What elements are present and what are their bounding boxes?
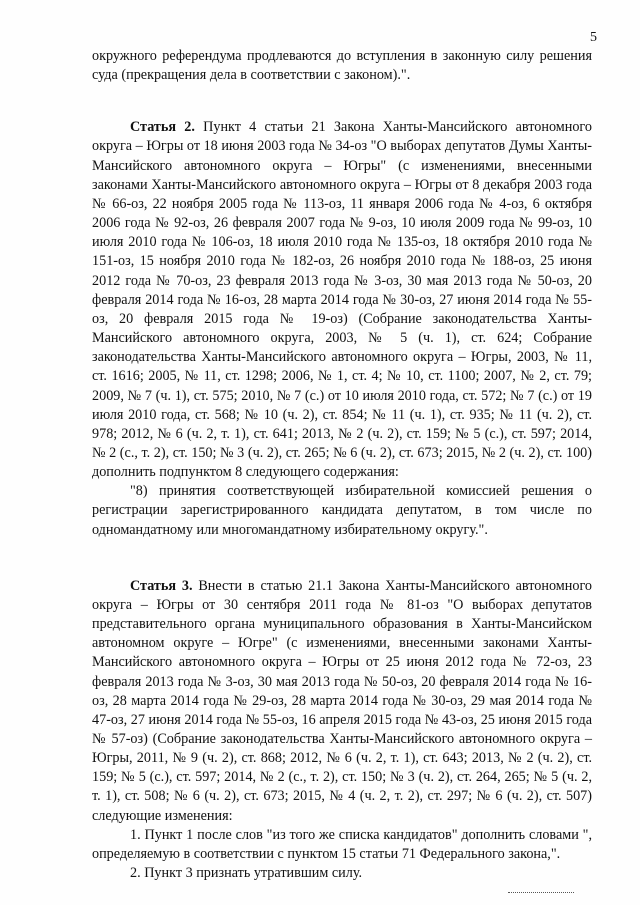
- page-number: 5: [590, 30, 597, 45]
- article-3-text: Внести в статью 21.1 Закона Ханты-Мансийского автономного округа – Югры от 30 сентября 2011 года № 81-оз "О выборах депутатов представительного органа муниципального образования в Ханты-Мансийском автономном округе – Югре" (с изменениями, внесенными законами Ханты-Мансийского автономного округа – Югры от 25 июня 2012 года № 72-оз, 23 февраля 2013 года № 3-оз, 30 мая 2013 года № 50-оз, 20 февраля 2014 года № 16-оз, 28 марта 2014 года № 29-оз, 28 марта 2014 года № 30-оз, 29 мая 2014 года № 47-оз, 27 июня 2014 года № 55-оз, 16 апреля 2015 года № 43-оз, 25 июня 2015 года № 57-оз) (Собрание законодательства Ханты-Мансийского автономного округа – Югры, 2011, № 9 (ч. 2), ст. 868; 2012, № 6 (ч. 2, т. 1), ст. 643; 2013, № 2 (ч. 2), ст. 159; № 5 (с.), ст. 597; 2014, № 2 (с., т. 2), ст. 150; № 3 (ч. 2), ст. 264, 265; № 5 (ч. 2, т. 1), ст. 508; № 6 (ч. 2), ст. 673; 2015, № 4 (ч. 2, т. 2), ст. 297; № 6 (ч. 2), ст. 507) следующие изменения:: [92, 577, 593, 824]
- scan-mark: [508, 888, 574, 893]
- document-body: [92, 47, 592, 883]
- paragraph-item-2: 2. Пункт 3 признать утратившим силу.: [130, 865, 363, 882]
- paragraph-article-2: [92, 118, 592, 482]
- paragraph-referendum-end: окружного референдума продлеваются до вступления в законную силу решения суда (прекращения дела в соответствии с законом).".: [92, 48, 592, 84]
- article-3-heading: Статья 3.: [130, 577, 193, 594]
- article-2-heading: Статья 2.: [130, 119, 195, 136]
- paragraph-article-3: [92, 577, 592, 826]
- article-2-text: Пункт 4 статьи 21 Закона Ханты-Мансийского автономного округа – Югры от 18 июня 2003 года № 34-оз "О выборах депутатов Думы Ханты-Мансийского автономного округа – Югры" (с изменениями, внесенными законами Ханты-Мансийского автономного округа – Югры от 8 декабря 2003 года № 66-оз, 22 ноября 2005 года № 113-оз, 11 января 2006 года № 4-оз, 6 октября 2006 года № 92-оз, 26 февраля 2007 года № 9-оз, 10 июля 2009 года № 99-оз, 10 июля 2010 года № 106-оз, 18 июля 2010 года № 135-оз, 18 октября 2010 года № 151-оз, 15 ноября 2010 года № 182-оз, 26 ноября 2010 года № 188-оз, 25 июня 2012 года № 70-оз, 23 февраля 2013 года № 3-оз, 30 мая 2013 года № 50-оз, 20 февраля 2014 года № 16-оз, 28 марта 2014 года № 30-оз, 27 июня 2014 года № 55-оз, 20 февраля 2015 года № 19-оз) (Собрание законодательства Ханты-Мансийского автономного округа, 2003, № 5 (ч. 1), ст. 624; Собрание законодательства Ханты-Мансийского автономного округа – Югры, 2003, № 11, ст. 1616; 2005, № 11, ст. 1298; 2006, № 1, ст. 4; № 10, ст. 1100; 2007, № 2, ст. 79; 2009, № 7 (ч. 1), ст. 575; 2010, № 7 (с.) от 10 июля 2010 года, ст. 572; № 7 (с.) от 19 июля 2010 года, ст. 568; № 10 (ч. 2), ст. 854; № 11 (ч. 1), ст. 935; № 11 (ч. 2), ст. 978; 2012, № 6 (ч. 2, т. 1), ст. 641; 2013, № 2 (ч. 2), ст. 159; № 5 (с.), ст. 597; 2014, № 2 (с., т. 2), ст. 150; № 3 (ч. 2), ст. 265; № 6 (ч. 2), ст. 673; 2015, № 2 (ч. 2), ст. 100) дополнить подпунктом 8 следующего содержания:: [92, 119, 592, 481]
- spacer: [92, 85, 592, 118]
- paragraph-item-1: 1. Пункт 1 после слов "из того же списка кандидатов" дополнить словами ", определяемую в соответствии с пунктом 15 статьи 71 Федерального закона,".: [92, 826, 592, 862]
- paragraph-subpoint-8: "8) принятия соответствующей избирательной комиссией решения о регистрации зарегистрированного кандидата депутатом, в том числе по одномандатному или многомандатному избирательному округу.".: [92, 483, 592, 538]
- spacer: [92, 540, 592, 577]
